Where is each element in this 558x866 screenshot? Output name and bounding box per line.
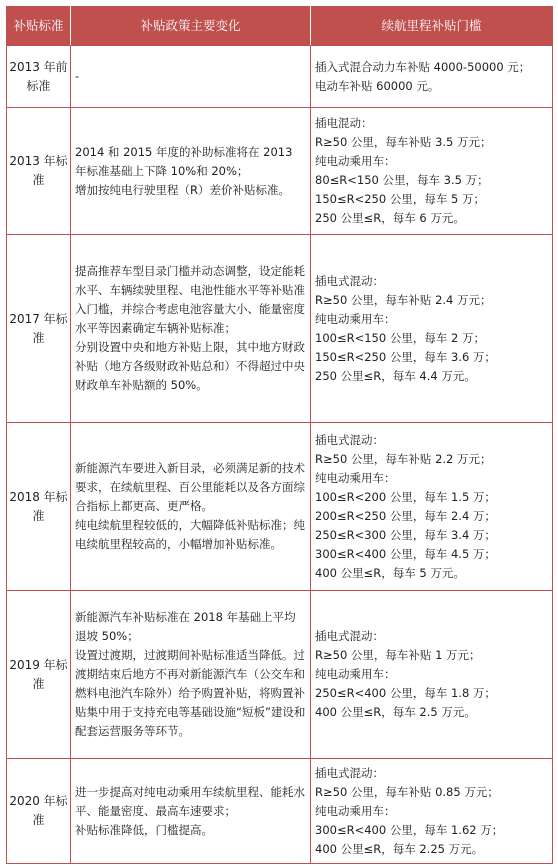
row-year: 2013 年前标准 [7,46,71,108]
row-policy [71,759,311,864]
threshold-line: 400 公里≤R，每车 5 万元。 [315,565,465,580]
row-year: 2017 年标准 [7,235,71,423]
policy-paragraph: 新能源汽车补贴标准在 2018 年基础上平均退坡 50%； [75,610,296,643]
threshold-line: 150≤R<250 公里，每车 3.6 万； [315,349,496,364]
policy-paragraph: 提高推荐车型目录门槛并动态调整，设定能耗水平、车辆续驶里程、电池性能水平等补贴准入门槛，并综合考虑电池容量大小、能量密度水平等因素确定车辆补贴标准； [75,264,305,335]
threshold-line: 400 公里≤R，每车 2.25 万元。 [315,841,484,856]
row-policy: - [71,46,311,108]
table-row [7,108,553,235]
header-range-threshold: 续航里程补贴门槛 [311,7,553,46]
policy-paragraph: 新能源汽车要进入新目录，必须满足新的技术要求，在续航里程、百公里能耗以及各方面综合指标上都更高、更严格。 [75,461,305,513]
threshold-line: 200≤R<250 公里，每车 2.4 万； [315,508,496,523]
row-year: 2013 年标准 [7,108,71,235]
row-policy [71,235,311,423]
threshold-line: 100≤R<150 公里，每车 2 万； [315,330,485,345]
table-row [7,235,553,423]
threshold-line: 400 公里≤R，每车 2.5 万元。 [315,705,476,719]
subsidy-policy-table [6,6,553,864]
table-row [7,423,553,591]
table-row [7,759,553,864]
threshold-line: 250≤R<300 公里，每车 3.4 万； [315,527,496,542]
threshold-line: 300≤R<400 公里，每车 1.62 万； [315,822,504,837]
threshold-line: 250 公里≤R，每车 6 万元。 [315,211,465,225]
threshold-line: 纯电动乘用车： [315,470,396,485]
threshold-line: 250 公里≤R，每车 4.4 万元。 [315,368,476,383]
threshold-line: 插电混动： [315,116,373,130]
row-threshold [311,759,553,864]
threshold-line: 插电式混动： [315,629,384,643]
threshold-line: 100≤R<200 公里，每车 1.5 万； [315,489,496,504]
row-year: 2019 年标准 [7,591,71,759]
policy-paragraph: 设置过渡期，过渡期间补贴标准适当降低。过渡期结束后地方不再对新能源汽车（公交车和燃料电池汽车除外）给予购置补贴，将购置补贴集中用于支持充电等基础设施“短板”建设和配套运营服务等环节。 [75,648,306,738]
policy-paragraph: 增加按纯电行驶里程（R）差价补贴标准。 [75,182,290,197]
row-threshold [311,591,553,759]
row-year: 2018 年标准 [7,423,71,591]
threshold-line: 150≤R<250 公里，每车 5 万； [315,192,485,206]
row-threshold [311,235,553,423]
policy-paragraph: 进一步提高对纯电动乘用车续航里程、能耗水平、能量密度、最高车速要求； [75,784,305,818]
policy-paragraph: 补贴标准降低，门槛提高。 [75,822,213,837]
threshold-line: 电动车补贴 60000 元。 [315,78,440,93]
threshold-line: R≥50 公里，每车补贴 1 万元； [315,648,481,662]
threshold-line: R≥50 公里，每车补贴 2.4 万元； [315,292,492,307]
policy-paragraph: 2014 和 2015 年度的补助标准将在 2013 年标准基础上下降 10%和 20%； [75,144,297,178]
threshold-line: 插电式混动： [315,273,384,288]
threshold-line: 纯电动乘用车： [315,803,396,818]
threshold-line: 300≤R<400 公里，每车 4.5 万； [315,546,496,561]
threshold-line: 80≤R<150 公里，每车 3.5 万； [315,173,489,187]
header-policy-changes: 补贴政策主要变化 [71,7,311,46]
threshold-line: 插电式混动： [315,765,384,780]
table-row [7,46,553,108]
threshold-line: 250≤R<400 公里，每车 1.8 万； [315,686,496,700]
threshold-line: 插入式混合动力车补贴 4000-50000 元； [315,59,531,74]
row-policy [71,423,311,591]
row-policy [71,591,311,759]
table-header-row [7,7,553,46]
threshold-line: R≥50 公里，每车补贴 2.2 万元； [315,451,492,466]
header-subsidy-standard: 补贴标准 [7,7,71,46]
threshold-line: R≥50 公里，每车补贴 3.5 万元； [315,135,492,149]
policy-paragraph: 分别设置中央和地方补贴上限，其中地方财政补贴（地方各级财政补贴总和）不得超过中央财政单车补贴额的 50%。 [75,340,305,392]
threshold-line: 纯电动乘用车： [315,667,396,681]
row-policy [71,108,311,235]
row-year: 2020 年标准 [7,759,71,864]
threshold-line: 纯电动乘用车： [315,154,396,168]
threshold-line: 插电式混动： [315,432,384,447]
row-threshold [311,46,553,108]
threshold-line: 纯电动乘用车： [315,311,396,326]
policy-paragraph: 纯电续航里程较低的，大幅降低补贴标准；纯电续航里程较高的，小幅增加补贴标准。 [75,518,305,551]
row-threshold [311,108,553,235]
row-threshold [311,423,553,591]
threshold-line: R≥50 公里，每车补贴 0.85 万元； [315,784,499,799]
table-row [7,591,553,759]
